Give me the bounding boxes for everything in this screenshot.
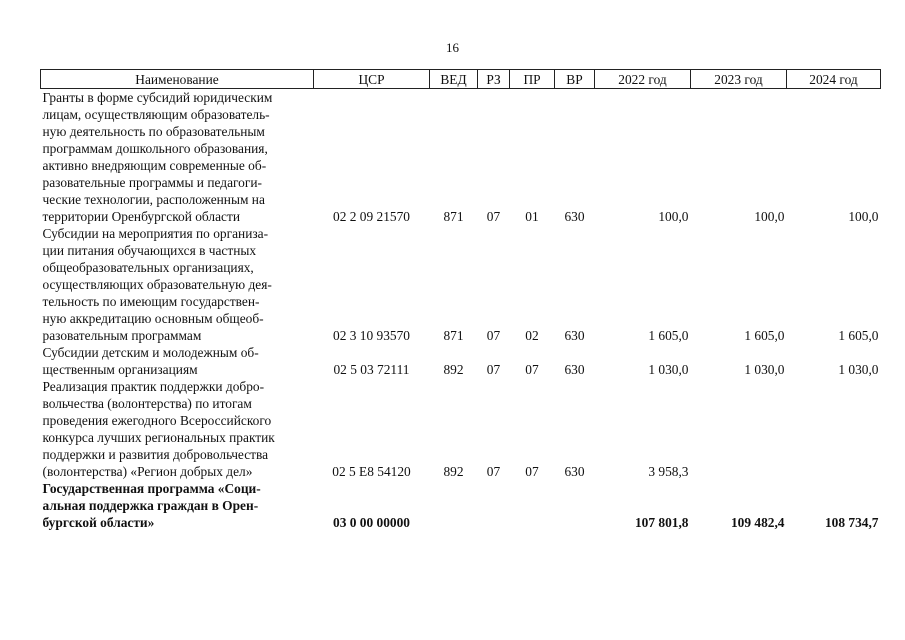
cell-ved: 892 (443, 464, 464, 479)
row-name-line: (волонтерства) «Регион добрых дел» (42, 464, 253, 479)
row-name-line: лицам, осуществляющим образователь- (42, 107, 270, 122)
cell-csr: 02 2 09 21570 (333, 209, 410, 224)
cell-y2023: 1 030,0 (744, 362, 785, 377)
table-body (41, 89, 881, 532)
table-row (41, 378, 881, 480)
row-name-line: поддержки и развития добровольчества (42, 447, 269, 462)
row-name-line: Государственная программа «Соци- (42, 481, 261, 496)
cell-rz: 07 (486, 464, 501, 479)
cell-rz: 07 (486, 328, 501, 343)
cell-y2024 (787, 378, 881, 480)
row-name-line: проведения ежегодного Всероссийского (42, 413, 272, 428)
row-name-line: территории Оренбургской области (42, 209, 240, 224)
row-name-line: Гранты в форме субсидий юридическим (42, 90, 273, 105)
header-2024: 2024 год (787, 70, 881, 89)
cell-y2023 (691, 378, 787, 480)
budget-table (40, 69, 881, 531)
row-name (41, 378, 314, 480)
header-2023: 2023 год (691, 70, 787, 89)
cell-y2022: 3 958,3 (648, 464, 689, 479)
row-name (41, 225, 314, 344)
cell-ved: 871 (443, 328, 464, 343)
row-name-line: разовательным программам (42, 328, 202, 343)
cell-csr: 02 3 10 93570 (333, 328, 410, 343)
cell-pr (510, 480, 555, 531)
row-name (41, 344, 314, 378)
cell-csr: 03 0 00 00000 (333, 515, 410, 530)
header-name: Наименование (41, 70, 314, 89)
cell-y2024: 108 734,7 (824, 515, 879, 530)
row-name-line: ную деятельность по образовательным (42, 124, 265, 139)
row-name-line: ческие технологии, расположенным на (42, 192, 265, 207)
cell-ved: 892 (443, 362, 464, 377)
cell-rz: 07 (486, 209, 501, 224)
header-ved: ВЕД (430, 70, 478, 89)
row-name-line: вольчества (волонтерства) по итогам (42, 396, 252, 411)
cell-y2022: 100,0 (658, 209, 689, 224)
row-name-line: общеобразовательных организациях, (42, 260, 254, 275)
row-name-line: конкурса лучших региональных практик (42, 430, 275, 445)
row-name-line: тельность по имеющим государствен- (42, 294, 260, 309)
cell-ved (430, 480, 478, 531)
row-name-line: альная поддержка граждан в Орен- (42, 498, 259, 513)
cell-ved: 871 (443, 209, 464, 224)
table-row (41, 480, 881, 531)
cell-rz: 07 (486, 362, 501, 377)
page-number: 16 (446, 40, 459, 55)
cell-y2022: 1 030,0 (648, 362, 689, 377)
cell-rz (478, 480, 510, 531)
row-name-line: бургской области» (42, 515, 155, 530)
cell-y2022: 107 801,8 (634, 515, 689, 530)
cell-y2023: 100,0 (754, 209, 785, 224)
row-name-line: ции питания обучающихся в частных (42, 243, 257, 258)
table-row (41, 225, 881, 344)
cell-pr: 07 (525, 464, 539, 479)
row-name-line: осуществляющих образовательную дея- (42, 277, 272, 292)
cell-y2023: 109 482,4 (730, 515, 785, 530)
row-name-line: Субсидии детским и молодежным об- (42, 345, 259, 360)
cell-vr: 630 (564, 362, 585, 377)
header-vr: ВР (555, 70, 595, 89)
cell-csr: 02 5 E8 54120 (332, 464, 411, 479)
cell-vr: 630 (564, 209, 585, 224)
cell-pr: 01 (525, 209, 539, 224)
row-name-line: щественным организациям (42, 362, 198, 377)
row-name (41, 480, 314, 531)
cell-y2024: 100,0 (848, 209, 879, 224)
cell-csr: 02 5 03 72111 (333, 362, 410, 377)
header-pr: ПР (510, 70, 555, 89)
table-row (41, 89, 881, 226)
cell-pr: 07 (525, 362, 539, 377)
cell-pr: 02 (525, 328, 539, 343)
header-csr: ЦСР (314, 70, 430, 89)
header-rz: РЗ (478, 70, 510, 89)
row-name-line: активно внедряющим современные об- (42, 158, 267, 173)
cell-y2024: 1 030,0 (838, 362, 879, 377)
row-name-line: программам дошкольного образования, (42, 141, 268, 156)
cell-vr: 630 (564, 328, 585, 343)
cell-vr: 630 (564, 464, 585, 479)
cell-y2022: 1 605,0 (648, 328, 689, 343)
row-name-line: Реализация практик поддержки добро- (42, 379, 265, 394)
row-name-line: ную аккредитацию основным общеоб- (42, 311, 264, 326)
row-name (41, 89, 314, 226)
cell-vr (555, 480, 595, 531)
table-row (41, 344, 881, 378)
header-2022: 2022 год (595, 70, 691, 89)
row-name-line: разовательные программы и педагоги- (42, 175, 262, 190)
cell-y2023: 1 605,0 (744, 328, 785, 343)
cell-y2024: 1 605,0 (838, 328, 879, 343)
table-header-row (41, 70, 881, 89)
row-name-line: Субсидии на мероприятия по организа- (42, 226, 269, 241)
